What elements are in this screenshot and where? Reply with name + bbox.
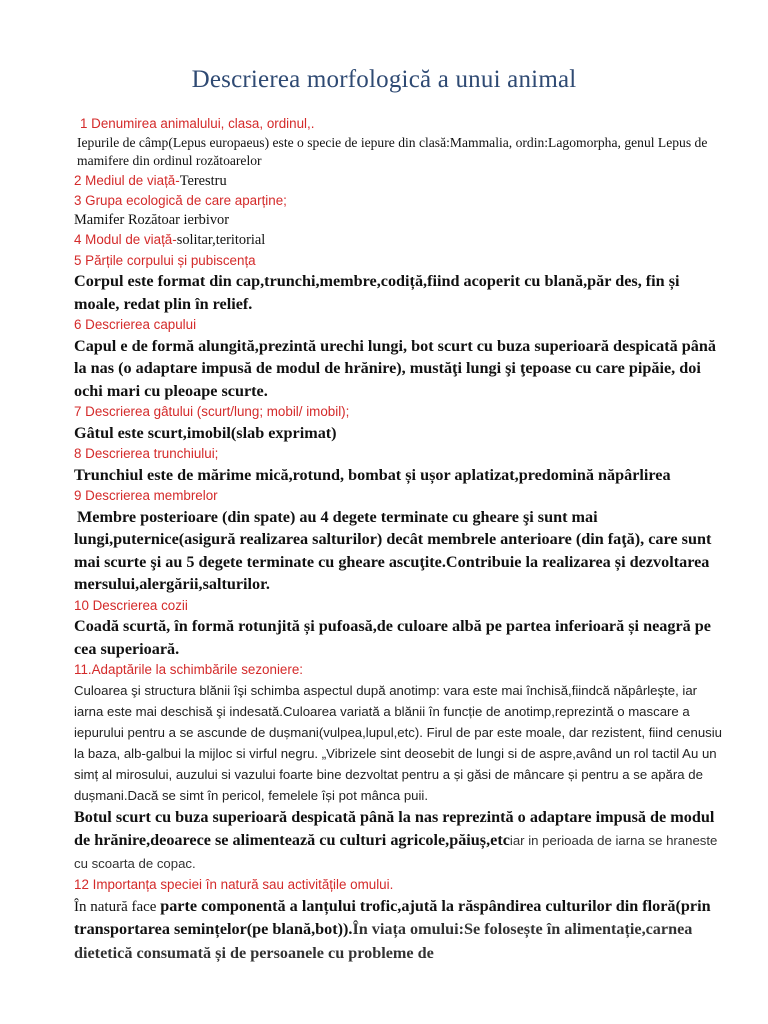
section-9-text: Membre posterioare (din spate) au 4 degete terminate cu gheare şi sunt mai lungi,puternice(asigură realizarea salturilor) decât membrele anterioare (din faţă), care sunt mai scurte şi au 5 degete terminate cu gheare ascuţite.Contribuie la realizarea și dezvoltarea mersului,alergării,salturilor. xyxy=(74,507,712,593)
section-4-heading: 4 Modul de viață- xyxy=(74,232,177,247)
section-1-heading: 1 Denumirea animalului, clasa, ordinul,. xyxy=(80,116,315,131)
section-10-text: Coadă scurtă, în formă rotunjită și pufoasă,de culoare albă pe partea inferioară și neagră pe cea superioară. xyxy=(74,617,711,658)
section-4-text: solitar,teritorial xyxy=(176,232,266,248)
section-10-heading: 10 Descrierea cozii xyxy=(74,597,188,613)
section-5-heading: 5 Părțile corpului și pubiscența xyxy=(74,252,256,268)
document-body xyxy=(74,114,724,965)
section-12-heading: 12 Importanța speciei în natură sau activitățile omului. xyxy=(74,877,394,892)
section-11-tail-text: iar in perioada de iarna se hraneste cu scoarta de copac. xyxy=(74,833,718,871)
section-6-heading: 6 Descrierea capului xyxy=(74,317,197,332)
section-12-bold-text: parte componentă a lanțului trofic,ajută la răspândirea culturilor din floră(prin transportarea semințelor(pe blană,bot)). xyxy=(74,896,711,938)
document-title: Descrierea morfologică a unui animal xyxy=(191,66,577,93)
section-2 xyxy=(74,171,724,192)
section-7-text: Gâtul este scurt,imobil(slab exprimat) xyxy=(74,423,337,442)
section-3-text: Mamifer Rozătoar ierbivor xyxy=(74,211,230,228)
section-11-bold-text: Botul scurt cu buza superioară despicată până la nas reprezintă o adaptare impusă de modul de hrănire,deoarece se alimentează cu culturi agricole,păiuș,etc xyxy=(74,807,715,849)
section-12-bold-text-2: În viața omului:Se folosește în alimentație,carnea dietetică consumată și de persoanele cu probleme de xyxy=(74,920,693,962)
section-5-text: Corpul este format din cap,trunchi,membre,codiță,fiind acoperit cu blană,păr des, fin și moale, redat plin în relief. xyxy=(74,272,680,313)
section-3-heading: 3 Grupa ecologică de care aparține; xyxy=(74,193,287,208)
section-6-text: Capul e de formă alungită,prezintă urechi lungi, bot scurt cu buza superioară despicată până la nas (o adaptare impusă de modul de hrănire), mustăţi lungi şi ţepoase cu care pipăie, doi ochi mari cu pleoape scurte. xyxy=(74,336,716,400)
section-2-text: Terestru xyxy=(179,172,227,189)
section-12-lead-text: În natură face xyxy=(74,898,161,915)
section-8-heading: 8 Descrierea trunchiului; xyxy=(74,446,219,461)
section-11-text: Culoarea şi structura blănii îşi schimba aspectul după anotimp: vara este mai închisă,fiindcă năpârleşte, iar iarna este mai deschisă şi indesată.Culoarea variată a blănii în funcție de anotimp,reprezintă o mascare a iepurului pentru a se ascunde de dușmani(vulpea,lupul,etc). Firul de par este moale, dar rezistent, fiind cenusiu la baza, alb-galbui la mijloc si virful negru. „Vibrizele sint deosebit de lungi si de aspre,având un rol tactil Au un simț al mirosului, auzului si vazului foarte bine dezvoltat pentru a și găsi de mâncare și pentru a se apăra de dușmani.Dacă se simt în pericol, femelele își pot mânca puii. xyxy=(74,682,723,803)
section-7-heading: 7 Descrierea gâtului (scurt/lung; mobil/ imobil); xyxy=(74,404,350,419)
section-4 xyxy=(74,230,724,251)
section-1-text: Iepurile de câmp(Lepus europaeus) este o specie de iepure din clasă:Mammalia, ordin:Lagomorpha, genul Lepus de mamifere din ordinul rozătoarelor xyxy=(77,134,708,168)
section-12-paragraph xyxy=(74,895,724,966)
section-8-text: Trunchiul este de mărime mică,rotund, bombat și ușor aplatizat,predomină năpârlirea xyxy=(74,465,671,484)
section-11-bold-paragraph xyxy=(74,806,724,876)
section-2-heading: 2 Mediul de viață- xyxy=(74,172,180,188)
section-11-heading: 11.Adaptările la schimbările sezoniere: xyxy=(74,662,304,677)
section-9-heading: 9 Descrierea membrelor xyxy=(74,488,218,503)
